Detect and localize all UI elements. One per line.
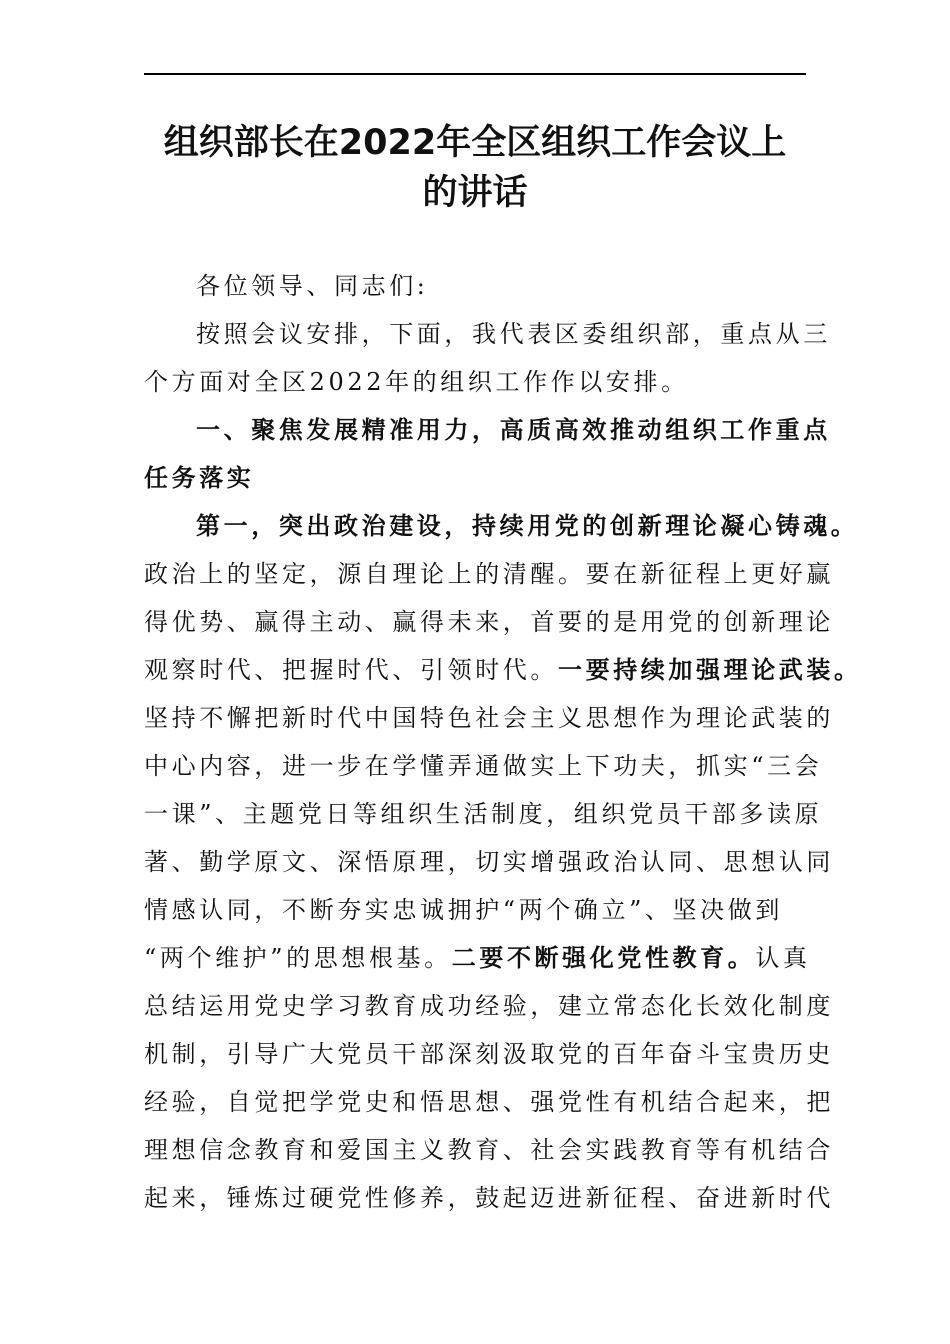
- title-line-1: 组织部长在2022年全区组织工作会议上: [163, 123, 787, 163]
- paragraph-line: 情感认同，不断夯实忠诚拥护“两个确立”、坚决做到: [144, 896, 783, 924]
- paragraph-line: 机制，引导广大党员干部深刻汲取党的百年奋斗宝贵历史: [144, 1040, 834, 1068]
- paragraph-line: 总结运用党史学习教育成功经验，建立常态化长效化制度: [144, 992, 834, 1020]
- paragraph-line: 著、勤学原文、深悟原理，切实增强政治认同、思想认同: [144, 848, 834, 876]
- paragraph-line: [144, 934, 811, 982]
- bold-point: 二要不断强化党性教育。: [451, 943, 756, 972]
- section-heading-cont: 任务落实: [144, 463, 255, 492]
- paragraph-line: 理想信念教育和爱国主义教育、社会实践教育等有机结合: [144, 1136, 834, 1164]
- paragraph-line: 经验，自觉把学党史和悟思想、强党性有机结合起来，把: [144, 1088, 834, 1116]
- top-rule: [144, 73, 806, 75]
- plain-text: “两个维护”的思想根基。: [144, 944, 452, 972]
- plain-text: 观察时代、把握时代、引领时代。: [144, 656, 558, 684]
- subsection-heading: 第一，突出政治建设，持续用党的创新理论凝心铸魂。: [196, 511, 859, 540]
- paragraph-line: 中心内容，进一步在学懂弄通做实上下功夫，抓实“三会: [144, 752, 823, 780]
- salutation: 各位领导、同志们:: [196, 272, 429, 300]
- paragraph-line: [144, 646, 862, 694]
- paragraph-line: 坚持不懈把新时代中国特色社会主义思想作为理论武装的: [144, 704, 834, 732]
- title-line-2: 的讲话: [422, 173, 528, 213]
- paragraph-line: 一课”、主题党日等组织生活制度，组织党员干部多读原: [144, 800, 823, 828]
- paragraph-line: 个方面对全区2022年的组织工作作以安排。: [144, 368, 689, 396]
- paragraph-line: 按照会议安排，下面，我代表区委组织部，重点从三: [196, 320, 831, 348]
- document-title: [144, 118, 806, 218]
- bold-point: 一要持续加强理论武装。: [558, 655, 862, 684]
- paragraph-line: 政治上的坚定，源自理论上的清醒。要在新征程上更好赢: [144, 560, 834, 588]
- section-heading: 一、聚焦发展精准用力，高质高效推动组织工作重点: [196, 415, 831, 444]
- plain-text: 认真: [755, 944, 811, 972]
- document-body: [144, 262, 862, 1222]
- paragraph-line: 得优势、赢得主动、赢得未来，首要的是用党的创新理论: [144, 608, 834, 636]
- paragraph-line: 起来，锤炼过硬党性修养，鼓起迈进新征程、奋进新时代: [144, 1184, 834, 1212]
